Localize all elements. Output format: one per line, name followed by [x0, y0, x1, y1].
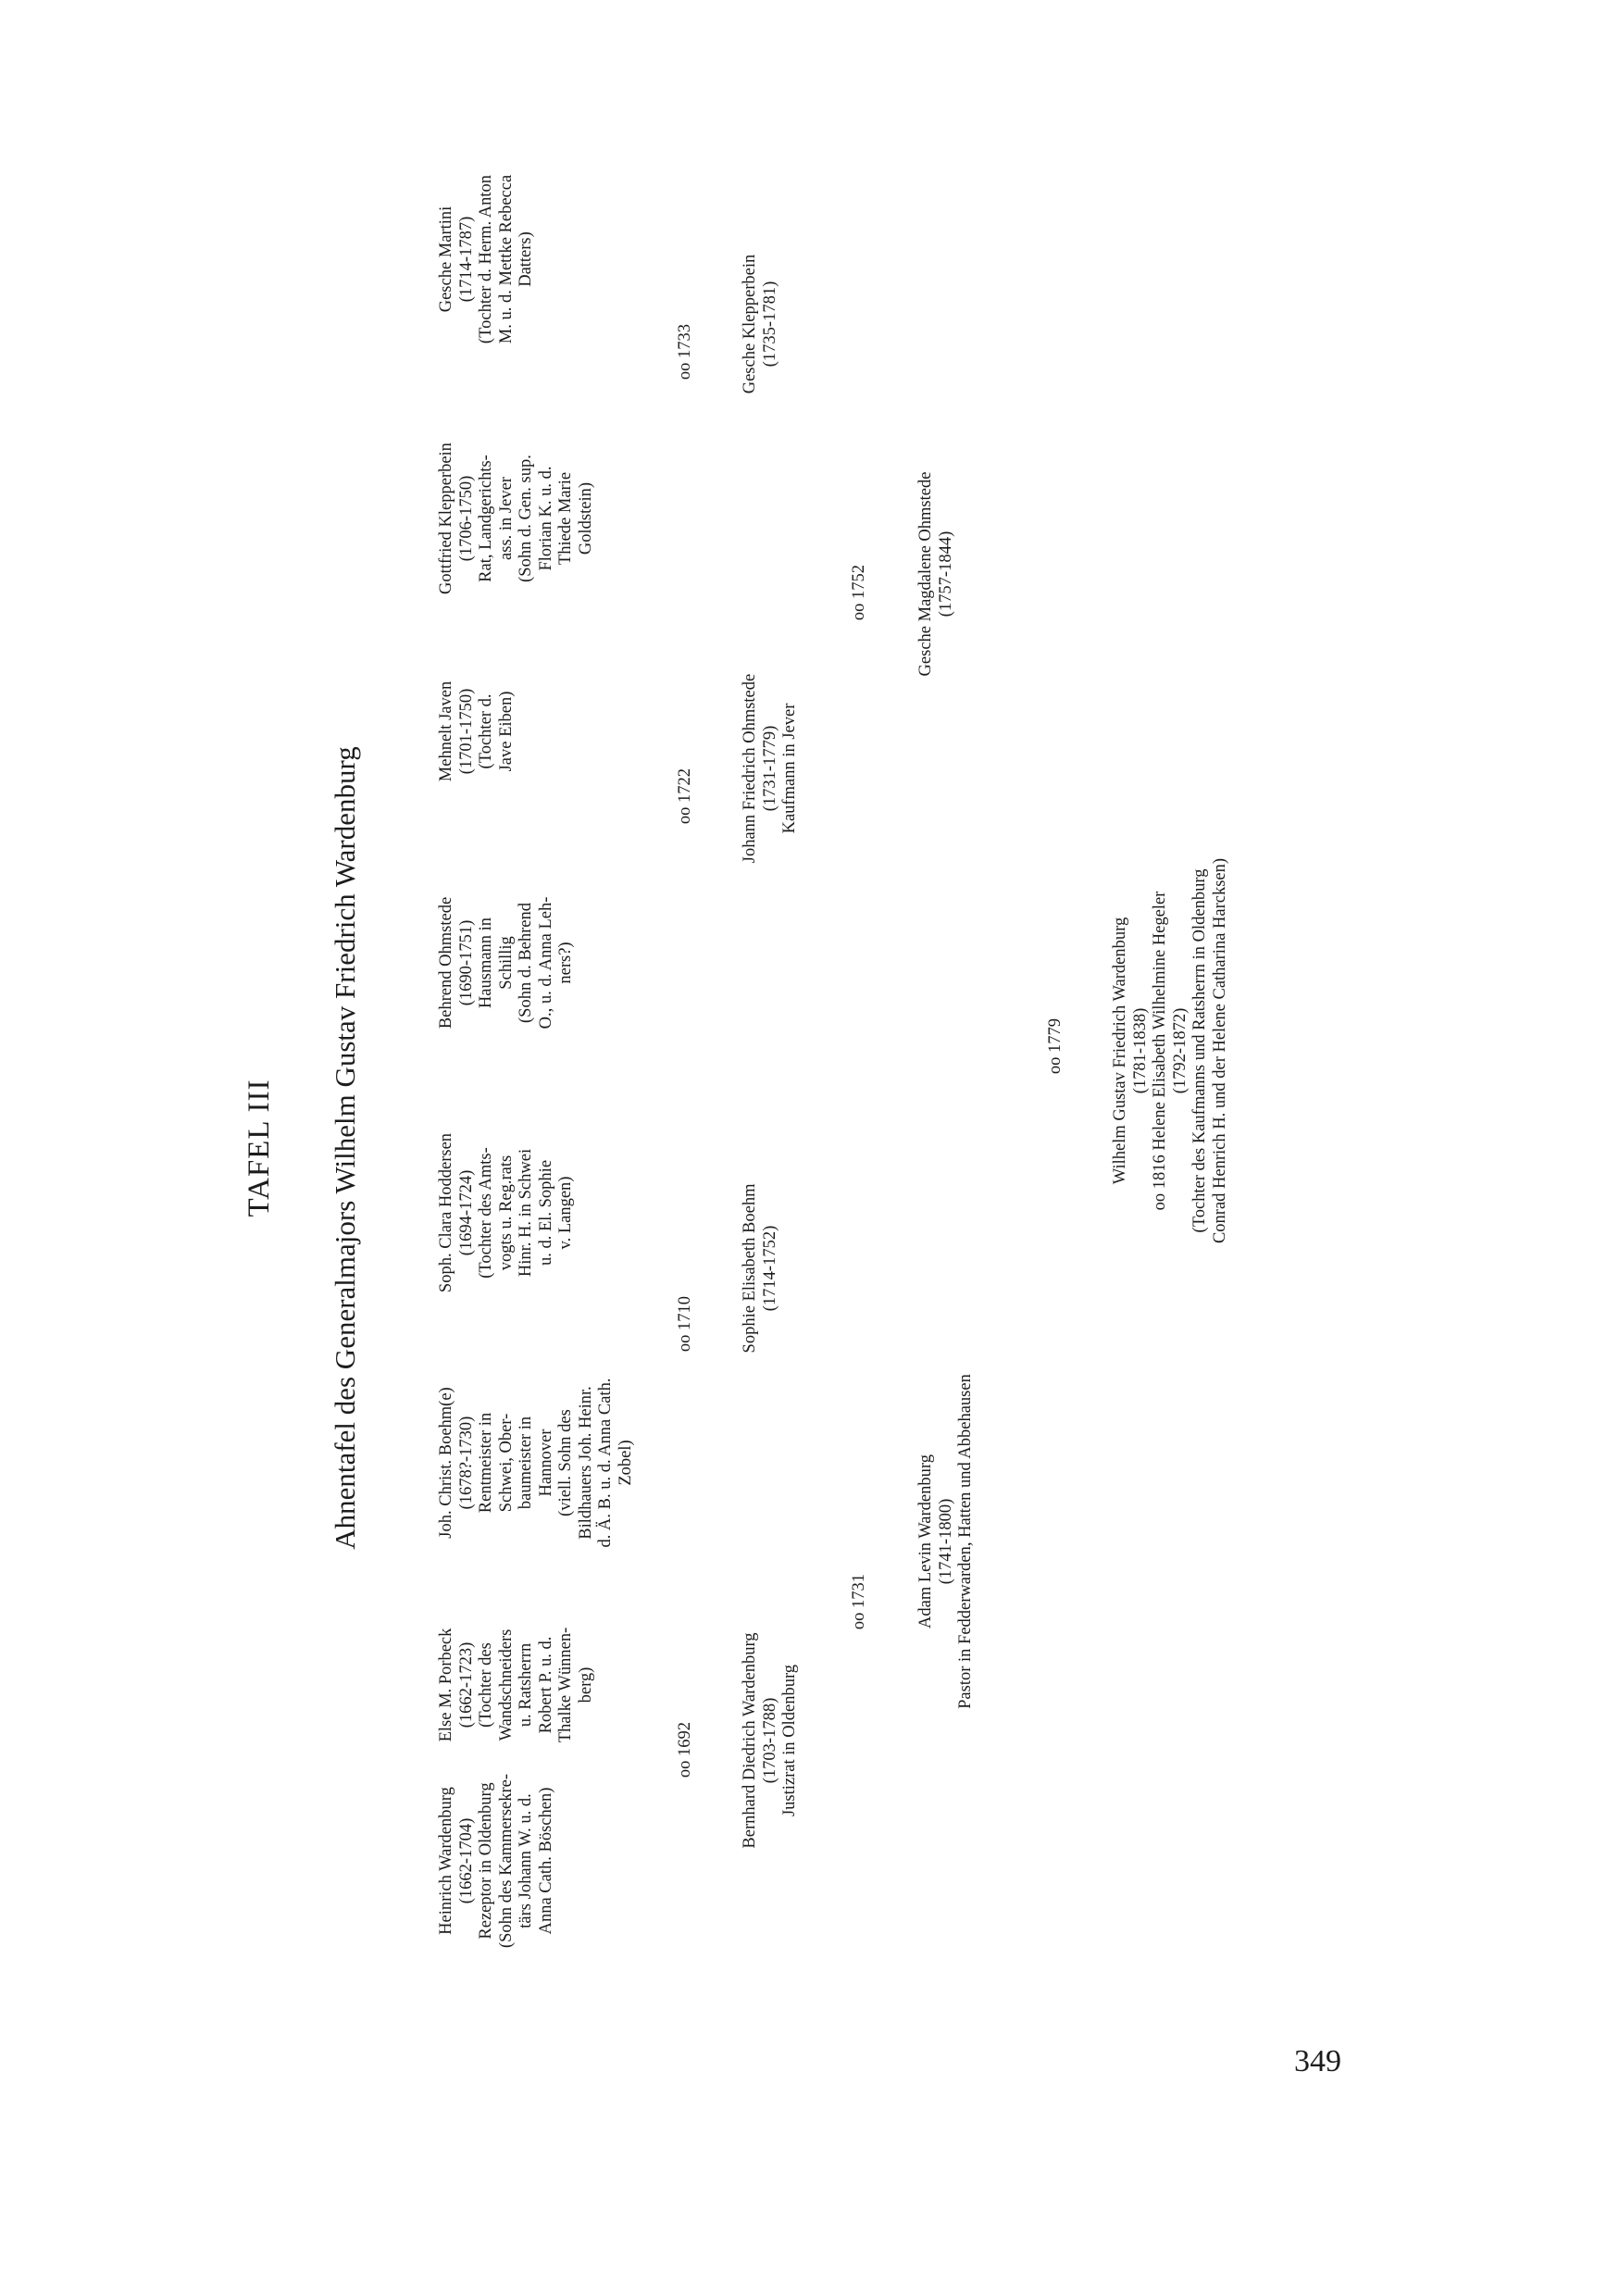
person-text-line: vogts u. Reg.rats	[496, 1154, 516, 1271]
person-text-line: Florian K. u. d.	[536, 466, 555, 571]
person-text-line: u. Ratsherrn	[517, 1642, 535, 1728]
ancestor-behrend-ohmstede	[437, 861, 577, 1065]
ancestor-sophie-elisabeth-boehm	[741, 1129, 780, 1407]
person-text-line: Zobel)	[616, 1440, 635, 1486]
person-text-line: M. u. d. Mettke Rebecca	[496, 174, 516, 344]
person-text-line: Datters)	[517, 231, 535, 287]
person-text-line: ass. in Jever	[496, 477, 516, 560]
person-text-line: Conrad Henrich H. und der Helene Catharina Harcksen)	[1210, 857, 1229, 1244]
person-text-line: (Sohn d. Behrend	[517, 903, 535, 1023]
person-text-line: (Tochter des Kaufmanns und Ratsherrn in Oldenburg	[1190, 868, 1209, 1233]
person-text-line: Rat, Landgerichts-	[477, 455, 495, 582]
person-text-line: Gottfried Klepperbein	[437, 443, 455, 594]
person-text-line: (Tochter d.	[477, 693, 495, 769]
person-text-line: Gesche Magdalene Ohmstede	[916, 471, 935, 677]
marriage-1779: oo 1779	[1046, 1017, 1065, 1075]
person-text-line: (Tochter des	[477, 1642, 495, 1728]
ancestor-gesche-magdalene-ohmstede	[916, 407, 956, 741]
ancestor-else-porbeck	[437, 1592, 596, 1778]
person-text-line: Behrend Ohmstede	[437, 896, 455, 1029]
person-text-line: (1662-1704)	[456, 1817, 476, 1904]
person-text-line: Schwei, Ober-	[496, 1413, 516, 1513]
person-text-line: Kaufmann in Jever	[780, 703, 799, 834]
proband-wilhelm-gustav-friedrich-wardenburg	[1111, 792, 1230, 1310]
marriage-1710: oo 1710	[676, 1295, 694, 1353]
person-text-line: Johann Friedrich Ohmstede	[741, 673, 759, 864]
person-text-line: Thiede Marie	[556, 471, 575, 566]
person-text-line: Pastor in Fedderwarden, Hatten und Abbehausen	[956, 1374, 975, 1709]
person-text-line: Goldstein)	[576, 481, 595, 555]
person-text-line: Mehnelt Javen	[437, 680, 455, 782]
person-text-line: (1678?-1730)	[456, 1416, 476, 1510]
person-text-line: Hausmann in	[477, 917, 495, 1009]
person-text-line: Hinr. H. in Schwei	[517, 1148, 535, 1278]
person-text-line: Rezeptor in Oldenburg	[477, 1782, 495, 1940]
person-text-line: Heinrich Wardenburg	[437, 1787, 455, 1935]
person-text-line: Else M. Porbeck	[437, 1628, 455, 1742]
person-text-line: (1706-1750)	[456, 475, 476, 562]
person-text-line: (1781-1838)	[1130, 1007, 1150, 1094]
person-text-line: Soph. Clara Hoddersen	[437, 1132, 455, 1293]
person-text-line: (1690-1751)	[456, 919, 476, 1006]
person-text-line: Wilhelm Gustav Friedrich Wardenburg	[1111, 917, 1129, 1185]
ancestor-gottfried-klepperbein	[437, 407, 596, 630]
person-text-line: Joh. Christ. Boehm(e)	[437, 1387, 455, 1539]
page-number: 349	[1294, 2044, 1341, 2078]
marriage-1692: oo 1692	[676, 1721, 694, 1778]
person-text-line: (1714-1752)	[760, 1225, 779, 1312]
person-text-line: Bildhauers Joh. Heinr.	[576, 1386, 595, 1540]
person-text-line: Robert P. u. d.	[536, 1636, 555, 1734]
person-text-line: Rentmeister in	[477, 1412, 495, 1514]
person-text-line: Bernhard Diedrich Wardenburg	[741, 1632, 759, 1849]
person-text-line: (1731-1779)	[760, 725, 779, 812]
person-text-line: (1757-1844)	[936, 530, 955, 618]
person-text-line: (Sohn d. Gen. sup.	[517, 455, 535, 582]
page-subtitle: Ahnentafel des Generalmajors Wilhelm Gustav Friedrich Wardenburg	[329, 746, 361, 1550]
person-text-line: v. Langen)	[556, 1176, 575, 1250]
person-text-line: Hannover	[536, 1429, 555, 1497]
person-text-line: (viell. Sohn des	[556, 1409, 575, 1516]
person-text-line: (1741-1800)	[936, 1498, 955, 1585]
person-text-line: Sophie Elisabeth Boehm	[741, 1183, 759, 1354]
person-text-line: Thalke Wünnen-	[556, 1627, 575, 1743]
person-text-line: Gesche Martini	[437, 206, 455, 313]
marriage-1752: oo 1752	[850, 564, 868, 621]
person-text-line: Wandschneiders	[496, 1628, 516, 1741]
person-text-line: (1662-1723)	[456, 1641, 476, 1728]
ancestor-soph-clara-hoddersen	[437, 1102, 577, 1324]
person-text-line: d. Ä. B. u. d. Anna Cath.	[596, 1378, 615, 1548]
marriage-1733: oo 1733	[676, 323, 694, 381]
person-text-line: Gesche Klepperbein	[741, 254, 759, 394]
marriage-1722: oo 1722	[676, 767, 694, 825]
person-text-line: Anna Cath. Böschen)	[536, 1787, 555, 1935]
person-text-line: (1703-1788)	[760, 1697, 779, 1784]
person-text-line: Justizrat in Oldenburg	[780, 1664, 799, 1817]
person-text-line: oo 1816 Helene Elisabeth Wilhelmine Hegeler	[1151, 891, 1169, 1211]
ancestor-gesche-klepperbein	[741, 194, 780, 454]
person-text-line: (Tochter des Amts-	[477, 1147, 495, 1279]
person-text-line: (1714-1787)	[456, 216, 476, 303]
ancestor-bernhard-diedrich-wardenburg	[741, 1574, 801, 1907]
person-text-line: (1792-1872)	[1170, 1007, 1190, 1094]
person-text-line: Schillig	[496, 936, 516, 990]
person-text-line: (1735-1781)	[760, 281, 779, 368]
person-text-line: Jave Eiben)	[496, 691, 516, 772]
ancestor-joh-christ-boehm	[437, 1352, 636, 1574]
person-text-line: tärs Johann W. u. d.	[517, 1793, 535, 1928]
person-text-line: (1694-1724)	[456, 1169, 476, 1256]
person-text-line: berg)	[576, 1666, 595, 1703]
person-text-line: u. d. El. Sophie	[536, 1159, 555, 1267]
person-text-line: ners?)	[556, 942, 575, 984]
ancestor-adam-levin-wardenburg	[916, 1301, 977, 1782]
person-text-line: baumeister in	[517, 1416, 535, 1510]
person-text-line: (Sohn des Kammersekre-	[496, 1773, 516, 1949]
person-text-line: O., u. d. Anna Leh-	[536, 896, 555, 1029]
page-title: TAFEL III	[243, 1079, 276, 1217]
ancestor-mehnelt-javen	[437, 648, 517, 815]
ancestor-gesche-martini	[437, 120, 537, 398]
marriage-1731: oo 1731	[850, 1573, 868, 1630]
person-text-line: Adam Levin Wardenburg	[916, 1454, 935, 1628]
ancestor-johann-friedrich-ohmstede	[741, 620, 801, 917]
person-text-line: (Tochter d. Herm. Anton	[477, 174, 495, 344]
person-text-line: (1701-1750)	[456, 688, 476, 775]
